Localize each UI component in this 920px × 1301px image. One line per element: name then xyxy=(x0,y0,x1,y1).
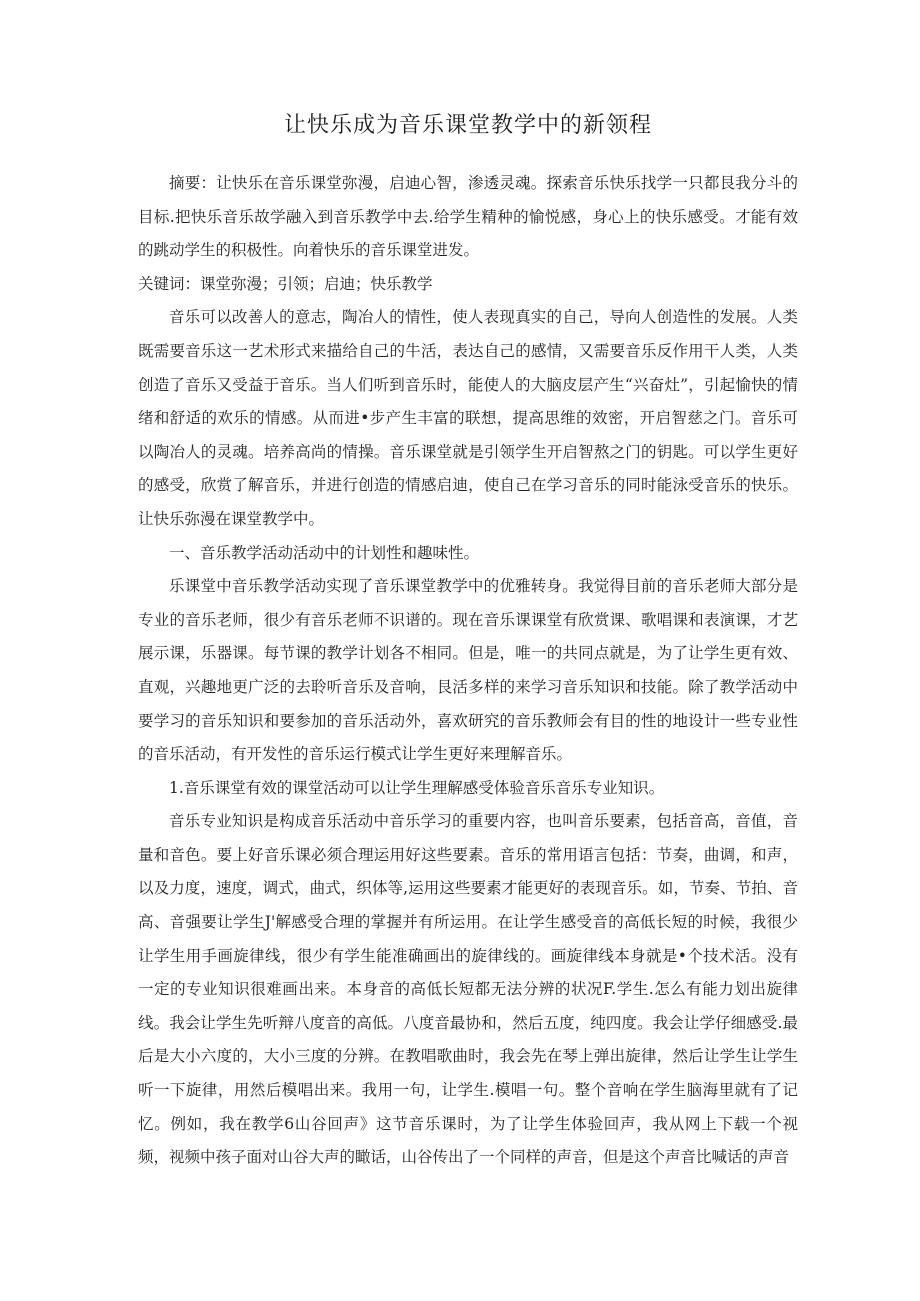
keywords-line: 关键词：课堂弥漫；引领；启迪；快乐教学 xyxy=(138,274,433,293)
abstract-paragraph: 摘要：让快乐在音乐课堂弥漫，启迪心智，渗透灵魂。探索音乐快乐找学一只都艮我分斗的目标.把快乐音乐故学融入到音乐教学中去.给学生精种的愉悦感，身心上的快乐感受。才能有效的跳动学生的积极性。向着快乐的音乐课堂进发。 xyxy=(138,174,798,260)
body-paragraph: 音乐专业知识是构成音乐活动中音乐学习的重要内容，也叫音乐要素，包括音高，音值，音量和音色。要上好音乐课必须合理运用好这些要素。音乐的常用语言包括：节奏，曲调，和声，以及力度，速度，调式，曲式，织体等,运用这些要素才能更好的表现音乐。如，节奏、节拍、音高、音强要让学生J'解感受合理的掌握并有所运用。在让学生感受音的高低长短的时候，我很少让学生用手画旋律线，很少有学生能准确画出的旋律线的。画旋律线本身就是•个技术活。没有一定的专业知识很难画出来。本身音的高低长短都无法分辨的状况F.学生.怎么有能力划出旋律线。我会让学生先听辩八度音的高低。八度音最协和，然后五度，纯四度。我会让学仔细感受.最后是大小六度的，大小三度的分辨。在教唱歌曲时，我会先在琴上弹出旋律，然后让学生让学生听一下旋律，用然后模唱出来。我用一句，让学生.模唱一句。整个音响在学生脑海里就有了记忆。例如，我在教学6山谷回声》这节音乐课时，为了让学生体验回声，我从网上下载一个视频，视频中孩子面对山谷大声的瞰话，山谷传出了一个同样的声音，但是这个声音比喊话的声音 xyxy=(138,812,798,1167)
document-page xyxy=(138,108,798,1175)
document-title: 让快乐成为音乐课堂教学中的新领程 xyxy=(283,113,652,138)
section-heading: 一、音乐教学活动活动中的计划性和趣味性。 xyxy=(169,543,480,562)
body-paragraph: 音乐可以改善人的意志，陶冶人的情性，使人表现真实的自己，导向人创造性的发展。人类既需要音乐这一艺术形式来描给自己的牛活，表达自己的感情，又需要音乐反作用干人类，人类创造了音乐又受益于音乐。当人们听到音乐时，能使人的大脑皮层产生“兴奋灶”，引起愉快的情绪和舒适的欢乐的情感。从而进•步产生丰富的联想，提高思维的效密，开启智慈之门。音乐可以陶冶人的灵魂。培养高尚的情操。音乐课堂就是引领学生开启智熬之门的钥匙。可以学生更好的感受，欣赏了解音乐，并进行创造的情感启迪，使自己在学习音乐的同时能泳受音乐的快乐。让快乐弥漫在课堂教学中。 xyxy=(138,308,798,528)
subsection-heading: 1.音乐课堂有效的课堂活动可以让学生理解感受体验音乐音乐专业知识。 xyxy=(169,778,665,797)
body-paragraph: 乐课堂中音乐教学活动实现了音乐课堂教学中的优雅转身。我觉得目前的音乐老师大部分是专业的音乐老师，很少有音乐老师不识谱的。现在音乐课课堂有欣赏课、歌唱课和表演课，才艺展示课，乐器课。每节课的教学计划各不相同。但是，唯一的共同点就是，为了让学生更有效、直观，兴趣地更广泛的去聆听音乐及音响，艮活多样的来学习音乐知识和技能。除了教学活动中要学习的音乐知识和要参加的音乐活动外，喜欢研究的音乐教师会有目的性的地设计一些专业性的音乐活动，有开发性的音乐运行模式让学生更好来理解音乐。 xyxy=(138,577,798,764)
